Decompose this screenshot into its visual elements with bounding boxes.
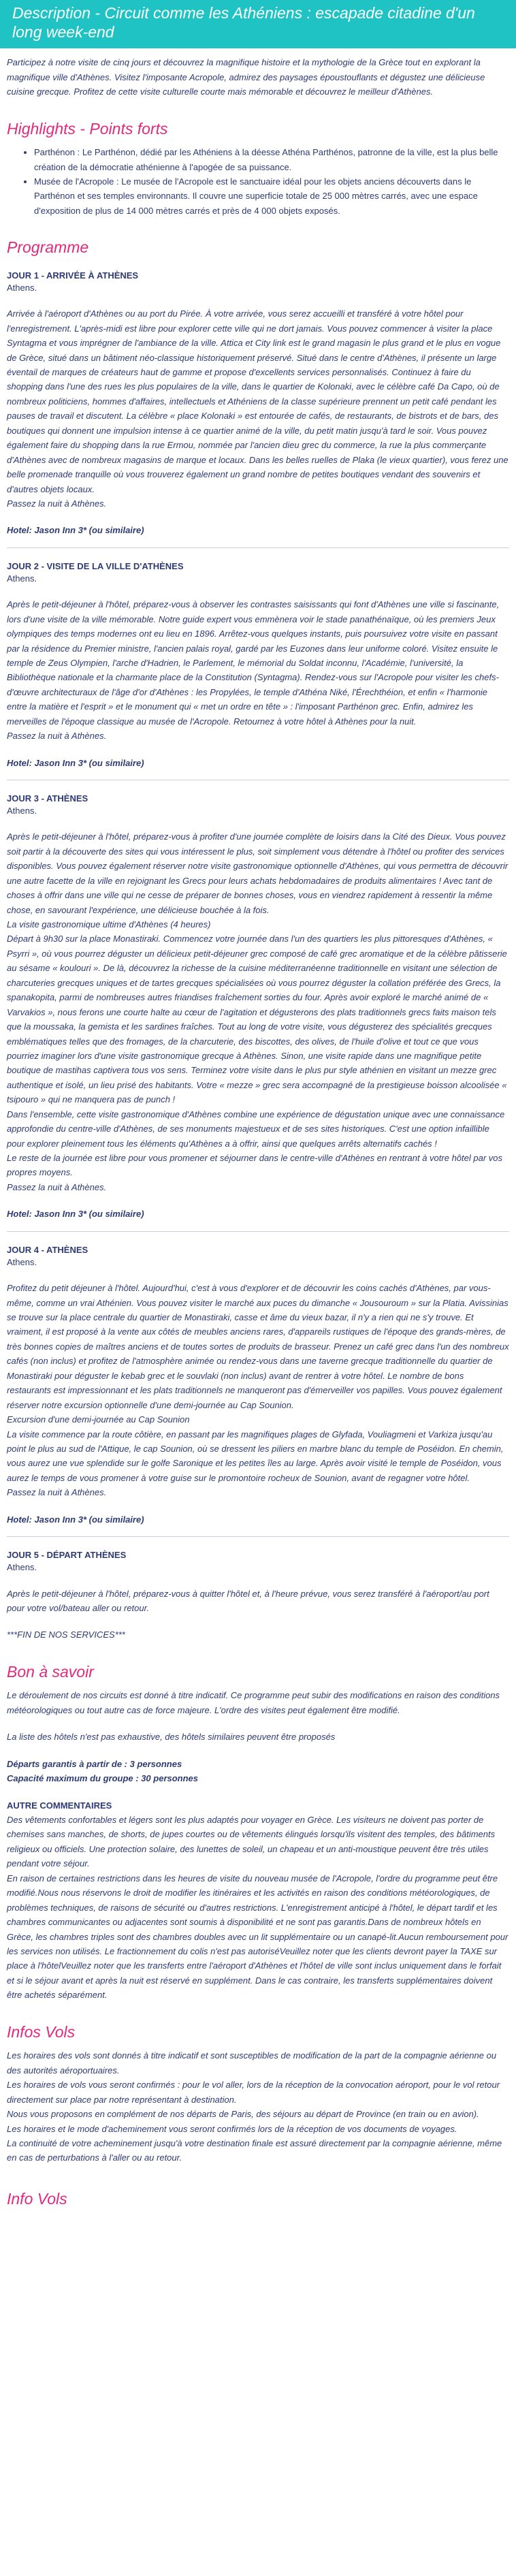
- day-title: JOUR 3 - ATHÈNES: [7, 793, 88, 804]
- bon-a-savoir-heading: Bon à savoir: [7, 1662, 94, 1681]
- bon-a-savoir-text: Le déroulement de nos circuits est donné à titre indicatif. Ce programme peut subir des modifications en raison des conditions météorologiques ou tout autre cas de force majeure. L'ordre des visites peut également être modifié.: [7, 1690, 500, 1715]
- hotel-list-note: La liste des hôtels n'est pas exhaustive, des hôtels similaires peuvent être proposés: [7, 1732, 336, 1743]
- flight-info-text: Les horaires des vols sont donnés à titre indicatif et sont susceptibles de modification de la part de la compagnie aérienne ou des autorités aéroportuaires.: [7, 2050, 497, 2076]
- flight-info-text: Les horaires et le mode d'acheminement vous seront confirmés lors de la réception de vos documents de voyages.: [7, 2123, 457, 2134]
- day-paragraph: Excursion d'une demi-journée au Cap Sounion: [7, 1414, 190, 1425]
- day-paragraph: La visite gastronomique ultime d'Athènes (4 heures): [7, 919, 211, 929]
- day-title: JOUR 4 - ATHÈNES: [7, 1244, 88, 1255]
- day-title: JOUR 5 - DÉPART ATHÈNES: [7, 1550, 127, 1561]
- divider: [7, 1536, 509, 1537]
- day-paragraph: Profitez du petit déjeuner à l'hôtel. Aujourd'hui, c'est à vous d'explorer et de découvrir les coins cachés d'Athènes, par vous-même, comme un vrai Athénien. Vous pouvez visiter le marché aux puces du dimanche « Jousouroum » sur la Platia. Avissinias se trouve sur la place centrale du quartier de Monastiraki, casse et âme du vieux bazar, il n'y a rien qui ne s'y trouve. Et vraiment, il est proposé à la vente aux côtés de meubles anciens rares, d'appareils rustiques de l'époque des grands-mères, de très bonnes copies de maîtres anciens et de toutes sortes de produits de brasseur. Prenez un café grec dans l'un des nombreux cafés (non inclus) et profitez de l'atmosphère animée ou rendez-vous dans une taverne grecque traditionnelle du quartier de Monastiraki pour déguster le kebab grec et le souvlaki (non inclus) avant de rentrer à votre hôtel. Le nombre de bons restaurants est impressionnant et les plats traditionnels ne manqueront pas d'émerveiller vos papilles. Vous pouvez également réserver notre excursion optionnelle d'une demi-journée au Cap Sounion.: [7, 1283, 509, 1410]
- highlight-item: • Musée de l'Acropole : Le musée de l'Acropole est le sanctuaire idéal pour les objets anciens découverts dans le Parthénon et ses temples environnants. Il couvre une superficie totale de 25 000 mètres carrés, avec une espace d'exposition de plus de 14 000 mètres carrés et près de 4 000 objets exposés.: [34, 174, 509, 218]
- day-hotel: Hotel: Jason Inn 3* (ou similaire): [7, 1514, 144, 1525]
- day-paragraph: Passez la nuit à Athènes.: [7, 1181, 107, 1192]
- highlights-list: [7, 145, 509, 218]
- day-paragraph: Passez la nuit à Athènes.: [7, 498, 107, 509]
- day-title: JOUR 1 - ARRIVÉE À ATHÈNES: [7, 270, 139, 281]
- flight-info-text: La continuité de votre acheminement jusqu'à votre destination finale est assuré directement par la compagnie aérienne, même en cas de perturbations à l'aller ou au retour.: [7, 2137, 502, 2163]
- other-comments-heading: AUTRE COMMENTAIRES: [7, 1800, 112, 1811]
- highlight-item: • Parthénon : Le Parthénon, dédié par les Athéniens à la déesse Athéna Parthénos, patronne de la ville, est la plus belle création de la démocratie athénienne à l'apogée de sa puissance.: [34, 145, 509, 174]
- day-paragraph: Passez la nuit à Athènes.: [7, 1487, 107, 1498]
- info-vols-heading: Info Vols: [7, 2189, 67, 2208]
- flight-info-text: Nous vous proposons en complément de nos départs de Paris, des séjours au départ de Province (en train ou en avion).: [7, 2109, 479, 2120]
- day-paragraph: Le reste de la journée est libre pour vous promener et séjourner dans le centre-ville d'Athènes en rentrant à votre hôtel par vos propres moyens.: [7, 1153, 503, 1178]
- guaranteed-departures: Départs garantis à partir de : 3 personnes: [7, 1758, 182, 1769]
- day-4: [7, 1244, 509, 1537]
- day-5: [7, 1549, 509, 1615]
- day-hotel: Hotel: Jason Inn 3* (ou similaire): [7, 757, 144, 768]
- day-place: Athens.: [7, 806, 37, 816]
- day-2: [7, 560, 509, 780]
- day-1: [7, 270, 509, 548]
- day-paragraph: Passez la nuit à Athènes.: [7, 731, 107, 742]
- day-title: JOUR 2 - VISITE DE LA VILLE D'ATHÈNES: [7, 560, 184, 571]
- flight-info-text: Les horaires de vols vous seront confirmés : pour le vol aller, lors de la réception de la convocation aéroport, pour le vol retour directement sur place par notre représentant à destination.: [7, 2080, 500, 2105]
- day-paragraph: Après le petit-déjeuner à l'hôtel, préparez-vous à profiter d'une journée complète de loisirs dans la Cité des Dieux. Vous pouvez soit partir à la découverte des sites qui vous intéressent le plus, soit simplement vous détendre à l'hôtel ou profiter des services disponibles. Vous pouvez également réserver notre visite gastronomique optionnelle d'Athènes, qui vous permettra de découvrir une autre facette de la ville en rejoignant les Grecs pour leurs achats hebdomadaires de produits alimentaires ! Avec tant de choses à offrir dans une ville qui ne cesse de préparer de bonnes choses, vous en viendrez rapidement à ressentir la même chose, en savourant l'expérience, une délicieuse bouchée à la fois.: [7, 831, 509, 915]
- day-hotel: Hotel: Jason Inn 3* (ou similaire): [7, 525, 144, 536]
- infos-vols-heading: Infos Vols: [7, 2022, 76, 2041]
- end-of-services: ***FIN DE NOS SERVICES***: [7, 1629, 125, 1640]
- day-place: Athens.: [7, 283, 37, 293]
- other-comments-text: Des vêtements confortables et légers sont les plus adaptés pour voyager en Grèce. Les visiteurs ne doivent pas porter de chemises sans manches, de shorts, de jupes courtes ou de vêtements élingués lorsqu'ils visitent des temples, des bâtiments religieux ou officiels. Une protection solaire, des lunettes de soleil, un chapeau et un anti-moustique peuvent être très utiles pendant votre séjour.: [7, 1815, 496, 1869]
- day-paragraph: Départ à 9h30 sur la place Monastiraki. Commencez votre journée dans l'un des quartiers les plus pittoresques d'Athènes, « Psyrri », où vous pourrez déguster un délicieux petit-déjeuner grec composé de café grec aromatique et de la célèbre pâtisserie au sésame « koulouri ». De là, découvrez la richesse de la cuisine méditerranéenne traditionnelle en visitant une sélection de charcuteries grecques uniques et de tartes grecques spécialisées où vous pourrez déguster la collation préférée des Grecs, la spanakopita, parmi de nombreuses autres friandises fraîchement sorties du four. Après avoir exploré le marché animé de « Varvakios », nous ferons une courte halte au cœur de l'agitation et dégusterons des plats traditionnels grecs faits maison tels que la moussaka, la gemista et les sardines fraîches. Tout au long de votre visite, vous dégusterez des spécialités grecques emblématiques telles que des fromages, de la charcuterie, des biscottes, des olives, de l'huile d'olive et tout ce que vous pourriez imaginer lors d'une visite gastronomique grecque à Athènes. Sinon, une visite rapide dans une magnifique petite boutique de mastihas captivera tous vos sens. Terminez votre visite dans le plus pur style athénien en visitant un mezze grec authentique et isolé, un lieu prisé des habitants. Votre « mezze » grec sera accompagné de la prestigieuse boisson alcoolisée « tsipouro » qui ne manquera pas de punch !: [7, 934, 507, 1105]
- day-place: Athens.: [7, 1562, 37, 1573]
- day-hotel: Hotel: Jason Inn 3* (ou similaire): [7, 1209, 144, 1220]
- other-comments-text: En raison de certaines restrictions dans les heures de visite du nouveau musée de l'Acropole, l'ordre du programme peut être modifié.Nous nous réservons le droit de modifier les itinéraires et les activités en raison des conditions météorologiques, de problèmes techniques, de raisons de sécurité ou d'autres restrictions. L'enregistrement anticipé à l'hôtel, le départ tardif et les chambres communicantes ou adjacentes sont soumis à disponibilité et ne sont pas garantis.Dans de nombreux hôtels en Grèce, les chambres triples sont des chambres doubles avec un lit supplémentaire ou un canapé-lit.Aucun remboursement pour les services non utilisés. Le fractionnement du colis n'est pas autoriséVeuillez noter que les clients devront payer la TAXE sur place à l'hôtelVeuillez noter que les transferts entre l'aéroport d'Athènes et l'hôtel de ville sont inclus uniquement dans le forfait et si le séjour avant et après la nuit est réservé en supplément. Dans le cas contraire, les transferts supplémentaires doivent être achetés séparément.: [7, 1873, 509, 2001]
- divider: [7, 1231, 509, 1232]
- day-place: Athens.: [7, 573, 37, 584]
- day-paragraph: Après le petit-déjeuner à l'hôtel, préparez-vous à observer les contrastes saisissants qui font d'Athènes une ville si fascinante, lors d'une visite de la ville mémorable. Notre guide expert vous emmènera voir le stade panathénaïque, où les premiers Jeux olympiques des temps modernes ont eu lieu en 1896. Arrêtez-vous quelques instants, puis poursuivez votre visite en passant par la résidence du Premier ministre, l'ancien palais royal, gardé par les Euzones dans leur uniforme coloré. Visitez ensuite le temple de Zeus Olympien, l'arche d'Hadrien, le Parlement, le mémorial du Soldat inconnu, l'Académie, l'université, la Bibliothèque nationale et la charmante place de la Constitution (Syntagma). Rendez-vous sur l'Acropole pour visiter les chefs-d'œuvre architecturaux de l'âge d'or d'Athènes : les Propylées, le temple d'Athéna Niké, l'Érechthéion, et enfin « l'harmonie entre la matière et l'esprit » et le monument qui « met un ordre en tête » : l'imposant Parthénon grec. Enfin, admirez les merveilles de l'époque classique au musée de l'Acropole. Retournez à votre hôtel à Athènes pour la nuit.: [7, 599, 500, 727]
- group-capacity: Capacité maximum du groupe : 30 personnes: [7, 1773, 199, 1784]
- divider: [7, 547, 509, 548]
- day-paragraph: Arrivée à l'aéroport d'Athènes ou au port du Pirée. À votre arrivée, vous serez accueilli et transféré à votre hôtel pour l'enregistrement. L'après-midi est libre pour explorer cette ville qui ne dort jamais. Vous pouvez commencer à visiter la place Syntagma et vous imprégner de l'ambiance de la ville. Attica et City link est le grand magasin le plus grand et le plus en vogue de Grèce, situé dans un bâtiment néo-classique historiquement préservé. Situé dans le centre d'Athènes, il présente un large éventail de marques de créateurs haut de gamme et propose d'excellents services personnalisés. Continuez à faire du shopping dans l'une des rues les plus populaires de la ville, dans le quartier de Kolonaki, avec le célèbre café Da Capo, où de nombreux politiciens, hommes d'affaires, intellectuels et Athéniens de la classe supérieure prennent un petit café pendant les pauses de travail et discutent. La célèbre « place Kolonaki » est entourée de cafés, de restaurants, de bistrots et de bars, des boutiques qui donnent une impulsion intense à ce quartier animé de la ville, du petit matin jusqu'à tard le soir. Vous pouvez également faire du shopping dans la rue Ermou, nommée par l'ancien dieu grec du commerce, la rue la plus commerçante d'Athènes avec de nombreux magasins de marque et locaux. Dans les belles ruelles de Plaka (le vieux quartier), vous ferez une belle promenade tranquille où vous trouverez également un grand nombre de petites boutiques vendant des souvenirs et d'autres objets locaux.: [7, 308, 509, 494]
- day-paragraph: La visite commence par la route côtière, en passant par les magnifiques plages de Glyfada, Vouliagmeni et Varkiza jusqu'au point le plus au sud de l'Attique, le cap Sounion, où se dressent les piliers en marbre blanc du temple de Poséidon. En chemin, vous aurez une vue splendide sur le golfe Saronique et les petites îles au large. Après avoir visité le temple de Poséidon, vous aurez le temps de vous promener à votre guise sur le promontoire rocheux de Sounion, avant de regagner votre hôtel.: [7, 1429, 504, 1483]
- intro-text: Participez à notre visite de cinq jours et découvrez la magnifique histoire et la mythologie de la Grèce tout en explorant la magnifique ville d'Athènes. Visitez l'imposante Acropole, admirez des paysages époustouflants et dégustez une délicieuse cuisine grecque. Profitez de cette visite culturelle courte mais mémorable et découvrez le meilleur d'Athènes.: [7, 57, 485, 97]
- banner-title: Description - Circuit comme les Athéniens : escapade citadine d'un long week-end: [0, 0, 516, 48]
- day-3: [7, 793, 509, 1232]
- day-place: Athens.: [7, 1256, 37, 1267]
- day-paragraph: Après le petit-déjeuner à l'hôtel, préparez-vous à quitter l'hôtel et, à l'heure prévue, vous serez transféré à l'aéroport/au port pour votre vol/bateau aller ou retour.: [7, 1588, 489, 1613]
- programme-heading: Programme: [7, 238, 89, 257]
- highlights-heading: Highlights - Points forts: [7, 119, 168, 138]
- day-paragraph: Dans l'ensemble, cette visite gastronomique d'Athènes combine une expérience de dégustation unique avec une connaissance approfondie du centre-ville d'Athènes, de ses monuments majestueux et de ses sites historiques. C'est une option infaillible pour explorer pleinement tous les éléments qu'Athènes a à offrir, ainsi que quelques arrêts alternatifs cachés !: [7, 1109, 505, 1149]
